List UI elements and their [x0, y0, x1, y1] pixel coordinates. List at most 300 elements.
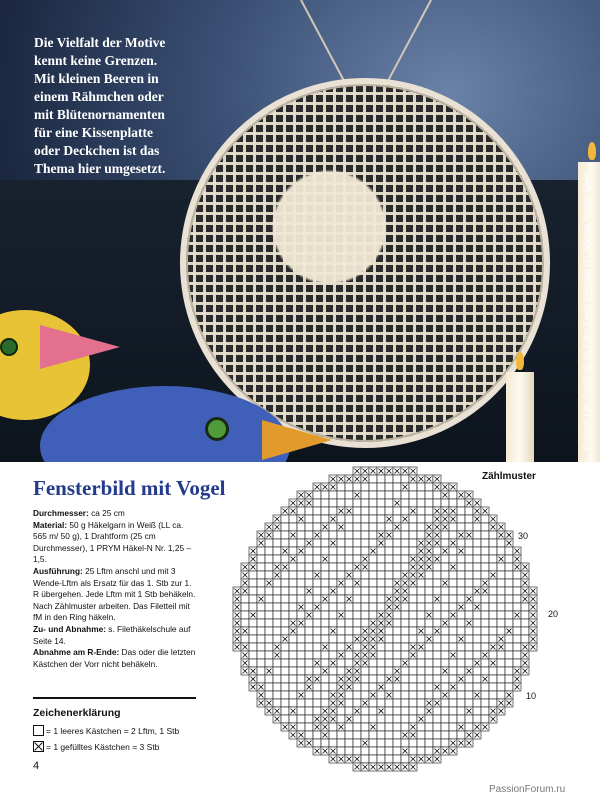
grid-cell	[297, 683, 305, 691]
grid-cell	[513, 587, 521, 595]
grid-cell	[441, 611, 449, 619]
grid-cell	[289, 635, 297, 643]
grid-cell	[425, 659, 433, 667]
grid-cell	[297, 507, 305, 515]
grid-cell	[305, 603, 313, 611]
grid-cell	[521, 635, 529, 643]
grid-cell	[337, 515, 345, 523]
grid-cell	[345, 699, 353, 707]
grid-cell	[417, 491, 425, 499]
grid-cell	[465, 603, 473, 611]
grid-cell	[273, 539, 281, 547]
grid-cell	[361, 611, 369, 619]
grid-cell	[481, 699, 489, 707]
grid-cell	[297, 531, 305, 539]
grid-cell	[265, 635, 273, 643]
grid-cell	[289, 563, 297, 571]
intro-line: Die Vielfalt der Motive	[34, 35, 166, 50]
grid-cell	[393, 475, 401, 483]
grid-cell	[321, 675, 329, 683]
grid-cell	[465, 547, 473, 555]
grid-cell	[369, 571, 377, 579]
grid-cell	[273, 619, 281, 627]
grid-cell	[305, 563, 313, 571]
grid-cell	[489, 595, 497, 603]
grid-cell	[457, 619, 465, 627]
grid-cell	[345, 547, 353, 555]
grid-cell	[441, 739, 449, 747]
grid-cell	[449, 699, 457, 707]
grid-cell	[465, 635, 473, 643]
grid-cell	[441, 539, 449, 547]
grid-cell	[393, 723, 401, 731]
grid-cell	[465, 587, 473, 595]
grid-cell	[249, 635, 257, 643]
intro-line: Mit kleinen Beeren in	[34, 71, 159, 86]
grid-cell	[353, 555, 361, 563]
grid-cell	[409, 603, 417, 611]
grid-cell	[305, 571, 313, 579]
grid-cell	[449, 627, 457, 635]
grid-cell	[329, 611, 337, 619]
grid-cell	[393, 707, 401, 715]
grid-cell	[409, 659, 417, 667]
spec-item	[33, 508, 197, 520]
grid-cell	[457, 699, 465, 707]
grid-cell	[441, 499, 449, 507]
grid-cell	[457, 667, 465, 675]
grid-cell	[273, 547, 281, 555]
photo-credit: Entwurf: Chr. Schöll (S. 4), Foto: Erwin Weiniger (1), Styling: Kirsten Galle	[581, 172, 591, 450]
grid-cell	[361, 667, 369, 675]
grid-cell	[385, 715, 393, 723]
grid-cell	[465, 507, 473, 515]
grid-cell	[289, 539, 297, 547]
grid-cell	[377, 723, 385, 731]
grid-cell	[257, 675, 265, 683]
grid-cell	[521, 603, 529, 611]
grid-cell	[393, 731, 401, 739]
grid-cell	[329, 667, 337, 675]
grid-cell	[481, 619, 489, 627]
grid-cell	[297, 715, 305, 723]
grid-cell	[249, 619, 257, 627]
grid-cell	[433, 643, 441, 651]
grid-cell	[305, 531, 313, 539]
grid-cell	[353, 507, 361, 515]
grid-cell	[345, 555, 353, 563]
legend-divider	[33, 697, 196, 699]
grid-cell	[353, 603, 361, 611]
intro-text	[34, 34, 204, 178]
spec-label: Ausführung:	[33, 565, 83, 576]
grid-cell	[417, 523, 425, 531]
grid-cell	[329, 531, 337, 539]
grid-cell	[433, 667, 441, 675]
grid-cell	[361, 515, 369, 523]
grid-cell	[457, 579, 465, 587]
grid-cell	[481, 643, 489, 651]
blue-bird-eye	[205, 417, 229, 441]
grid-cell	[385, 563, 393, 571]
grid-cell	[321, 683, 329, 691]
grid-cell	[417, 483, 425, 491]
grid-cell	[385, 475, 393, 483]
grid-cell	[385, 739, 393, 747]
grid-cell	[449, 723, 457, 731]
grid-cell	[377, 659, 385, 667]
grid-cell	[345, 747, 353, 755]
grid-cell	[273, 659, 281, 667]
counting-chart-grid	[232, 466, 542, 776]
grid-cell	[361, 691, 369, 699]
grid-cell	[497, 579, 505, 587]
grid-cell	[313, 667, 321, 675]
grid-cell	[257, 619, 265, 627]
grid-cell	[257, 643, 265, 651]
grid-cell	[465, 515, 473, 523]
grid-cell	[321, 531, 329, 539]
grid-cell	[425, 731, 433, 739]
grid-cell	[337, 619, 345, 627]
grid-cell	[425, 595, 433, 603]
grid-cell	[481, 707, 489, 715]
grid-cell	[385, 667, 393, 675]
grid-cell	[417, 515, 425, 523]
grid-cell	[441, 731, 449, 739]
grid-cell	[433, 675, 441, 683]
grid-cell	[385, 571, 393, 579]
grid-cell	[449, 707, 457, 715]
grid-cell	[305, 555, 313, 563]
grid-cell	[305, 723, 313, 731]
grid-cell	[313, 643, 321, 651]
grid-cell	[505, 547, 513, 555]
grid-cell	[305, 707, 313, 715]
grid-cell	[417, 635, 425, 643]
grid-cell	[393, 627, 401, 635]
grid-cell	[281, 699, 289, 707]
grid-cell	[289, 659, 297, 667]
grid-cell	[353, 715, 361, 723]
grid-cell	[465, 539, 473, 547]
grid-cell	[433, 603, 441, 611]
grid-cell	[377, 515, 385, 523]
grid-cell	[353, 523, 361, 531]
grid-cell	[433, 659, 441, 667]
grid-cell	[265, 587, 273, 595]
grid-cell	[473, 683, 481, 691]
grid-cell	[297, 699, 305, 707]
grid-cell	[393, 747, 401, 755]
grid-cell	[313, 491, 321, 499]
grid-cell	[305, 627, 313, 635]
grid-cell	[481, 611, 489, 619]
grid-cell	[297, 675, 305, 683]
grid-cell	[353, 627, 361, 635]
grid-cell	[249, 627, 257, 635]
grid-cell	[337, 659, 345, 667]
grid-cell	[273, 531, 281, 539]
grid-cell	[313, 635, 321, 643]
grid-cell	[297, 667, 305, 675]
grid-cell	[289, 547, 297, 555]
grid-cell	[265, 651, 273, 659]
grid-cell	[345, 603, 353, 611]
grid-cell	[353, 699, 361, 707]
grid-cell	[505, 659, 513, 667]
grid-cell	[441, 587, 449, 595]
grid-cell	[289, 643, 297, 651]
grid-cell	[313, 595, 321, 603]
grid-cell	[377, 563, 385, 571]
grid-cell	[353, 571, 361, 579]
grid-cell	[481, 547, 489, 555]
grid-cell	[465, 683, 473, 691]
grid-cell	[369, 595, 377, 603]
grid-cell	[353, 747, 361, 755]
grid-cell	[337, 667, 345, 675]
grid-cell	[297, 587, 305, 595]
grid-cell	[449, 595, 457, 603]
grid-cell	[321, 659, 329, 667]
grid-cell	[353, 619, 361, 627]
grid-cell	[465, 699, 473, 707]
grid-cell	[305, 515, 313, 523]
grid-cell	[377, 579, 385, 587]
grid-cell	[377, 507, 385, 515]
grid-cell	[289, 683, 297, 691]
grid-cell	[505, 619, 513, 627]
grid-cell	[353, 531, 361, 539]
grid-cell	[401, 675, 409, 683]
grid-cell	[313, 651, 321, 659]
grid-cell	[289, 523, 297, 531]
grid-cell	[393, 619, 401, 627]
grid-cell	[281, 531, 289, 539]
grid-cell	[433, 499, 441, 507]
grid-cell	[521, 611, 529, 619]
grid-cell	[497, 571, 505, 579]
grid-cell	[249, 643, 257, 651]
grid-cell	[377, 691, 385, 699]
grid-cell	[449, 531, 457, 539]
grid-cell	[393, 611, 401, 619]
grid-cell	[369, 515, 377, 523]
grid-cell	[425, 515, 433, 523]
grid-cell	[409, 523, 417, 531]
grid-cell	[257, 555, 265, 563]
grid-cell	[377, 715, 385, 723]
grid-cell	[441, 603, 449, 611]
grid-cell	[313, 563, 321, 571]
grid-cell	[313, 699, 321, 707]
grid-cell	[473, 643, 481, 651]
filled-square-icon	[33, 741, 44, 752]
grid-cell	[313, 731, 321, 739]
grid-cell	[385, 547, 393, 555]
grid-cell	[249, 587, 257, 595]
grid-cell	[401, 691, 409, 699]
grid-cell	[257, 635, 265, 643]
grid-cell	[425, 627, 433, 635]
grid-cell	[481, 515, 489, 523]
grid-cell	[409, 635, 417, 643]
grid-cell	[321, 739, 329, 747]
grid-cell	[409, 547, 417, 555]
spec-item	[33, 647, 197, 670]
grid-cell	[457, 691, 465, 699]
grid-cell	[385, 683, 393, 691]
grid-cell	[513, 595, 521, 603]
grid-cell	[393, 515, 401, 523]
grid-cell	[265, 675, 273, 683]
grid-cell	[481, 523, 489, 531]
grid-cell	[337, 627, 345, 635]
grid-cell	[425, 747, 433, 755]
grid-cell	[417, 507, 425, 515]
grid-cell	[289, 675, 297, 683]
grid-cell	[329, 675, 337, 683]
grid-cell	[305, 659, 313, 667]
grid-cell	[361, 723, 369, 731]
grid-cell	[353, 683, 361, 691]
grid-cell	[289, 611, 297, 619]
spec-text: 25 Lftm anschl und mit 3 Wende-Lftm als Ersatz für das 1. Stb zur 1. R übergehen. Jede Lftm mit 1 Stb behäkeln. Nach Zählmuster arbeiten. Das Filetteil mit fM in den Ring häkeln.	[33, 565, 196, 623]
grid-cell	[497, 595, 505, 603]
grid-cell	[377, 523, 385, 531]
grid-cell	[345, 587, 353, 595]
grid-cell	[369, 699, 377, 707]
yellow-bird-eye	[0, 338, 18, 356]
grid-cell	[425, 483, 433, 491]
grid-cell	[409, 699, 417, 707]
grid-cell	[449, 643, 457, 651]
grid-cell	[385, 587, 393, 595]
grid-cell	[289, 515, 297, 523]
grid-cell	[321, 507, 329, 515]
grid-cell	[353, 595, 361, 603]
grid-cell	[257, 667, 265, 675]
grid-cell	[281, 539, 289, 547]
grid-cell	[481, 667, 489, 675]
grid-cell	[449, 571, 457, 579]
legend-title: Zeichenerklärung	[33, 707, 121, 719]
grid-cell	[249, 651, 257, 659]
grid-cell	[361, 715, 369, 723]
grid-cell	[265, 619, 273, 627]
grid-cell	[297, 539, 305, 547]
grid-cell	[273, 691, 281, 699]
grid-cell	[345, 619, 353, 627]
grid-cell	[265, 555, 273, 563]
grid-cell	[433, 563, 441, 571]
grid-cell	[449, 691, 457, 699]
grid-cell	[337, 715, 345, 723]
grid-cell	[489, 635, 497, 643]
grid-cell	[377, 755, 385, 763]
grid-cell	[505, 603, 513, 611]
grid-cell	[337, 731, 345, 739]
grid-cell	[497, 603, 505, 611]
grid-cell	[297, 555, 305, 563]
grid-cell	[425, 683, 433, 691]
grid-cell	[369, 715, 377, 723]
intro-line: oder Deckchen ist das	[34, 143, 160, 158]
grid-cell	[321, 579, 329, 587]
grid-cell	[473, 675, 481, 683]
chart-title: Zählmuster	[482, 471, 536, 482]
grid-cell	[265, 595, 273, 603]
grid-cell	[273, 579, 281, 587]
grid-cell	[441, 595, 449, 603]
grid-cell	[401, 507, 409, 515]
grid-cell	[369, 707, 377, 715]
grid-cell	[281, 571, 289, 579]
grid-cell	[337, 603, 345, 611]
grid-cell	[481, 603, 489, 611]
grid-cell	[337, 571, 345, 579]
grid-cell	[313, 619, 321, 627]
grid-cell	[305, 547, 313, 555]
grid-cell	[401, 475, 409, 483]
grid-cell	[329, 723, 337, 731]
grid-cell	[337, 707, 345, 715]
grid-cell	[401, 539, 409, 547]
grid-cell	[497, 691, 505, 699]
grid-cell	[457, 555, 465, 563]
grid-cell	[273, 627, 281, 635]
grid-cell	[265, 563, 273, 571]
instructions	[33, 508, 197, 670]
grid-cell	[369, 499, 377, 507]
intro-line: Thema hier umgesetzt.	[34, 161, 166, 176]
grid-cell	[297, 707, 305, 715]
grid-cell	[505, 579, 513, 587]
grid-cell	[513, 579, 521, 587]
legend-empty-row	[33, 725, 179, 736]
grid-cell	[289, 595, 297, 603]
grid-cell	[505, 563, 513, 571]
grid-cell	[441, 699, 449, 707]
grid-cell	[353, 499, 361, 507]
grid-cell	[489, 627, 497, 635]
grid-cell	[505, 595, 513, 603]
grid-cell	[409, 627, 417, 635]
grid-cell	[369, 731, 377, 739]
grid-cell	[385, 755, 393, 763]
grid-cell	[313, 627, 321, 635]
grid-cell	[249, 571, 257, 579]
intro-line: kennt keine Grenzen.	[34, 53, 158, 68]
grid-cell	[473, 563, 481, 571]
grid-cell	[409, 619, 417, 627]
grid-cell	[425, 571, 433, 579]
grid-cell	[345, 611, 353, 619]
grid-cell	[297, 563, 305, 571]
grid-cell	[393, 739, 401, 747]
grid-cell	[353, 731, 361, 739]
grid-cell	[369, 603, 377, 611]
grid-cell	[369, 739, 377, 747]
grid-cell	[281, 619, 289, 627]
grid-cell	[457, 715, 465, 723]
grid-cell	[385, 659, 393, 667]
grid-cell	[329, 643, 337, 651]
row-label-30: 30	[518, 531, 529, 541]
grid-cell	[345, 627, 353, 635]
grid-cell	[433, 611, 441, 619]
